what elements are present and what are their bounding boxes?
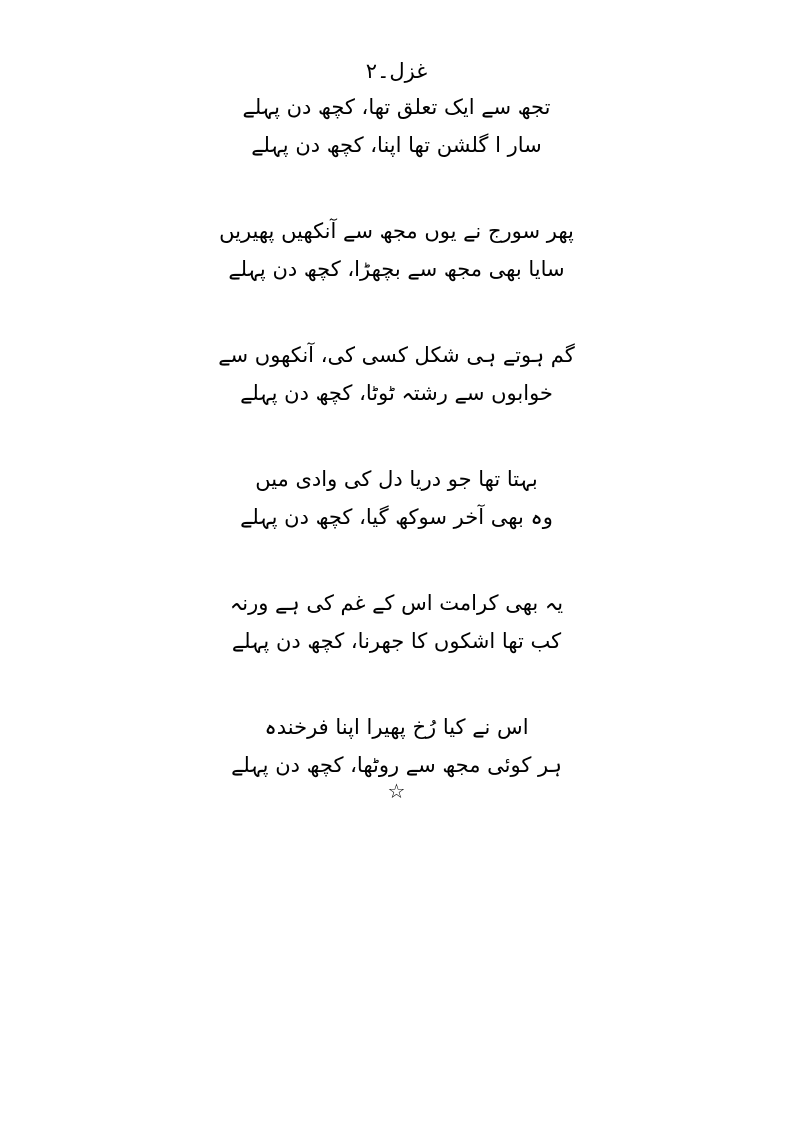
verse-line: سایا بھی مجھ سے بچھڑا، کچھ دن پہلے xyxy=(228,257,565,281)
star-icon: ☆ xyxy=(387,779,406,803)
verse-line: یہ بھی کرامت اس کے غم کی ہے ورنہ xyxy=(229,591,564,615)
poem-title: غزل۔۲ xyxy=(365,59,428,83)
stanza-1 xyxy=(0,88,793,164)
stanza-6 xyxy=(0,708,793,784)
verse-line: سار ا گلشن تھا اپنا، کچھ دن پہلے xyxy=(251,133,542,157)
verse-line: خوابوں سے رشتہ ٹوٹا، کچھ دن پہلے xyxy=(240,381,553,405)
stanza-3 xyxy=(0,336,793,412)
ghazal xyxy=(0,54,793,804)
verse-line: بہتا تھا جو دریا دل کی وادی میں xyxy=(255,467,538,491)
verse-line: پھر سورج نے یوں مجھ سے آنکھیں پھیریں xyxy=(219,219,574,243)
stanza-5 xyxy=(0,584,793,660)
stanza-2 xyxy=(0,212,793,288)
verse-line: کب تھا اشکوں کا جھرنا، کچھ دن پہلے xyxy=(231,629,562,653)
stanza-4 xyxy=(0,460,793,536)
verse-line: تجھ سے ایک تعلق تھا، کچھ دن پہلے xyxy=(242,95,551,119)
verse-line: گم ہوتے ہی شکل کسی کی، آنکھوں سے xyxy=(218,343,575,367)
verse-line: اس نے کیا رُخ پھیرا اپنا فرخندہ xyxy=(264,715,529,739)
verse-line: وہ بھی آخر سوکھ گیا، کچھ دن پہلے xyxy=(240,505,553,529)
verse-line: ہر کوئی مجھ سے روٹھا، کچھ دن پہلے xyxy=(231,753,562,777)
